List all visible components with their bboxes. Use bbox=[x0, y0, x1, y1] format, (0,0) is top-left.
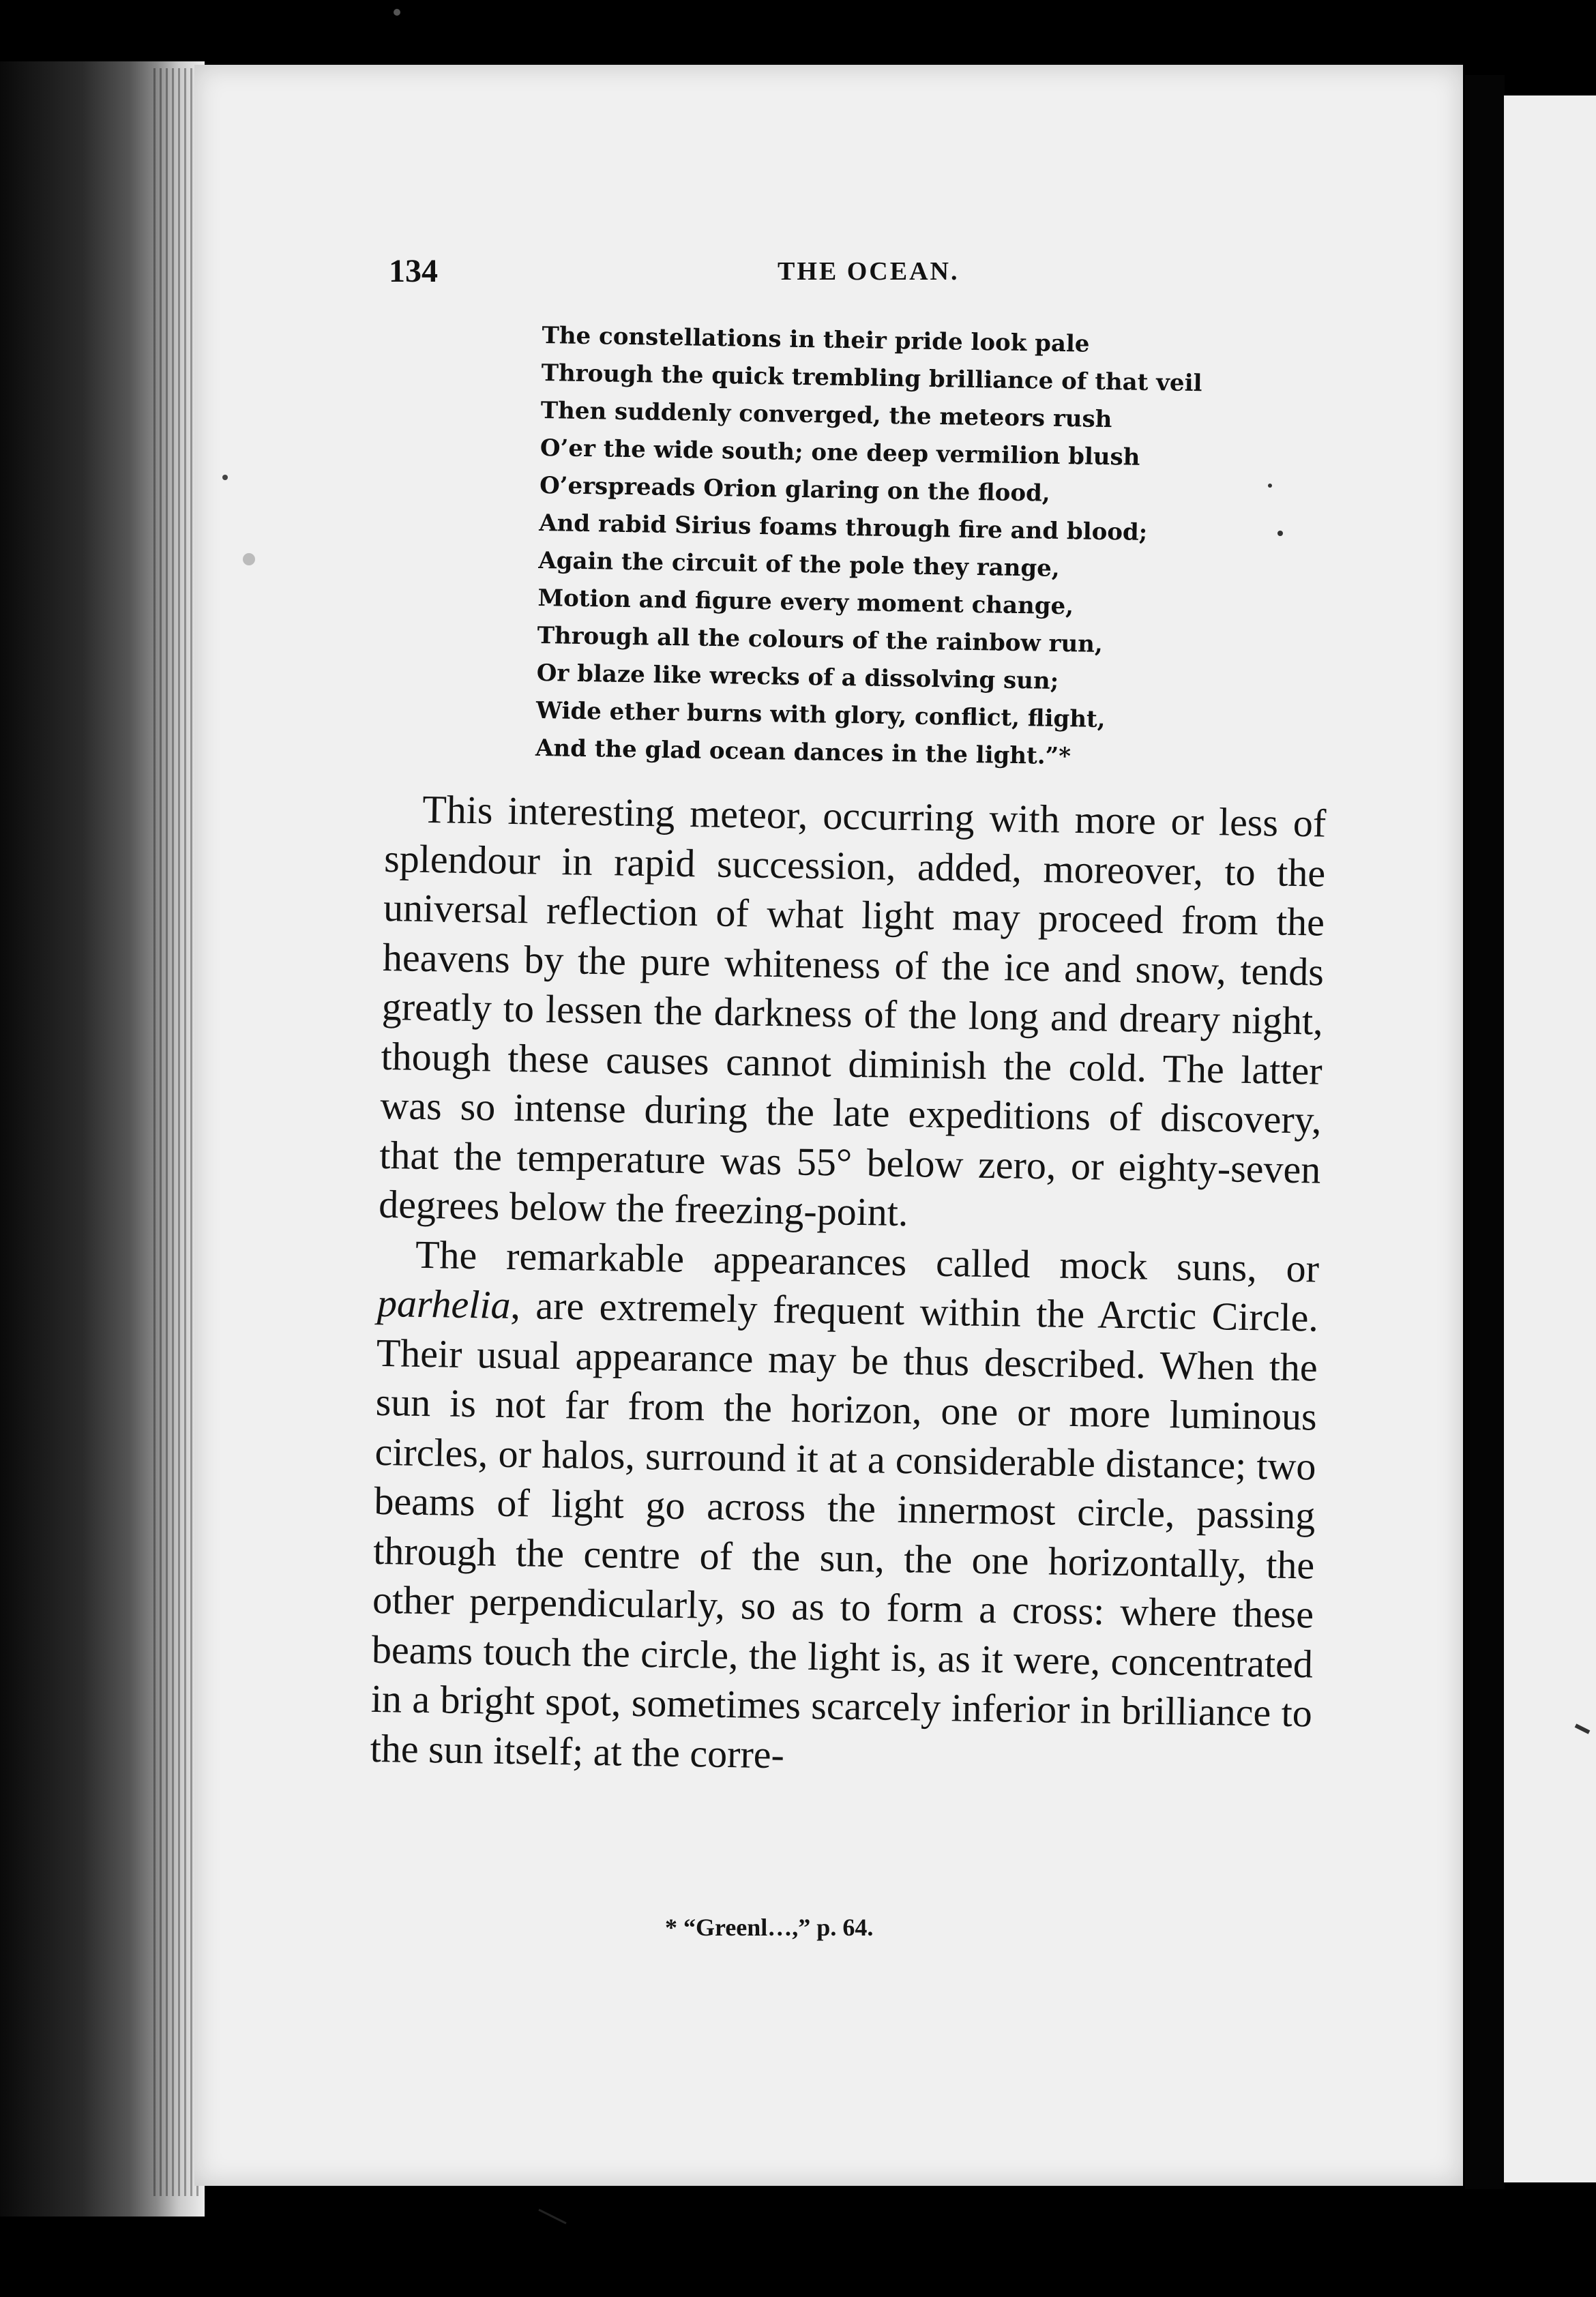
scan-speck bbox=[222, 475, 228, 480]
poem-line: Wide ether burns with glory, conflict, flight, bbox=[535, 696, 1106, 734]
scan-speck bbox=[1277, 531, 1283, 536]
scan-mark bbox=[539, 2210, 566, 2223]
poem-line: Or blaze like wrecks of a dissolving sun; bbox=[536, 659, 1059, 695]
scan-mark bbox=[1576, 1725, 1589, 1732]
footnote: * “Greenl…,” p. 64. bbox=[665, 1914, 874, 1941]
poem-line: Again the circuit of the pole they range, bbox=[538, 546, 1061, 582]
scan-speck bbox=[243, 553, 255, 565]
running-title: THE OCEAN. bbox=[778, 257, 960, 286]
paragraph-text: , are extremely frequent within the Arctic Circle. Their usual appearance may be thus described. When the sun is not far from the horizon, one or more luminous circles, or halos, surround it at a considerable distance; two beams of light go across the innermost circle, passing through the centre of the sun, the one horizontally, the other perpendicularly, so as to form a cross: where these beams touch the circle, the light is, as it were, concentrated in a bright spot, sometimes scarcely inferior in brilliance to the sun itself; at the corre- bbox=[370, 1282, 1319, 1777]
paragraph-text: The remarkable appearances called mock suns, or bbox=[415, 1232, 1320, 1291]
poem-line: The constellations in their pride look pale bbox=[542, 321, 1090, 358]
poem-line: Through the quick trembling brilliance of that veil bbox=[541, 359, 1202, 398]
poem-line: And rabid Sirius foams through fire and blood; bbox=[538, 509, 1148, 546]
poem-line: Through all the colours of the rainbow run, bbox=[537, 621, 1104, 658]
poem-line: O’er the wide south; one deep vermilion blush bbox=[540, 434, 1140, 471]
scan-speck bbox=[394, 9, 400, 16]
poem-line: Motion and figure every moment change, bbox=[537, 584, 1074, 621]
page-number: 134 bbox=[389, 253, 438, 289]
italic-term: parhelia bbox=[376, 1280, 512, 1327]
poem-line: Then suddenly converged, the meteors rush bbox=[540, 396, 1112, 434]
poem-line: O’erspreads Orion glaring on the flood, bbox=[539, 471, 1050, 507]
scan-speck bbox=[1268, 484, 1272, 488]
poem-line: And the glad ocean dances in the light.”* bbox=[535, 734, 1072, 771]
paragraph: This interesting meteor, occurring with more or less of splendour in rapid succession, added, moreover, to the universal reflection of what light may proceed from the heavens by the pure whiteness of the ice and snow, tends greatly to lessen the darkness of the long and dreary night, though these causes cannot diminish the cold. The latter was so intense during the late expeditions of discovery, that the temperature was 55° below zero, or eighty-seven degrees below the freezing-point. bbox=[378, 786, 1327, 1235]
